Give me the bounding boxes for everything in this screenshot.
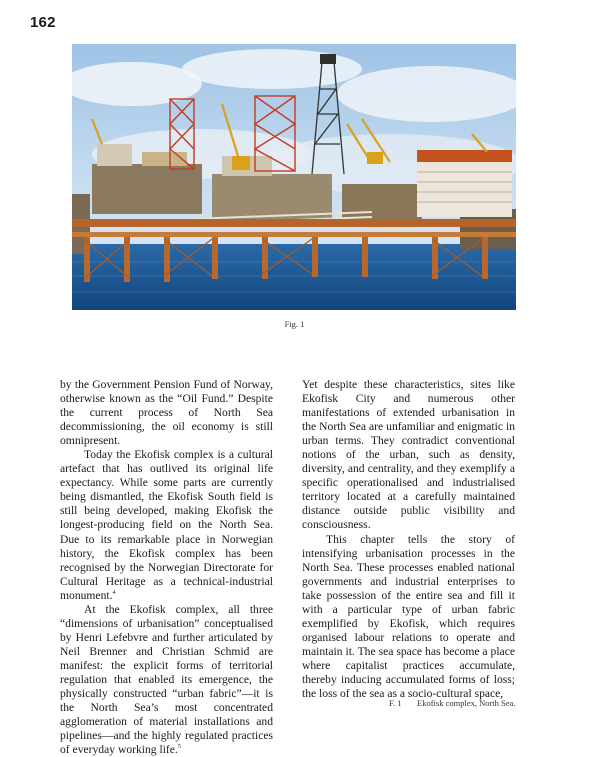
caption-number: F. 1 [389, 698, 402, 708]
footnote-marker: 5 [177, 744, 181, 751]
right-text-column [302, 378, 515, 701]
figure-caption [389, 698, 515, 708]
ekofisk-platform-photo [72, 44, 516, 310]
paragraph: Yet despite these characteristics, sites like Ekofisk City and numerous other manifestations of extended urbanisation in the North Sea are unfamiliar and enigmatic in urban terms. They contradict conventional notions of the urban, such as density, diversity, and centrality, and they exemplify a specific operationalised and industrialised territory located at a carefully maintained distance outside public visibility and consciousness. [302, 378, 515, 532]
page-number: 162 [30, 14, 56, 31]
paragraph: by the Government Pension Fund of Norway, otherwise known as the “Oil Fund.” Despite the current process of North Sea decommissioning, the oil economy is still omnipresent. [60, 378, 273, 448]
paragraph: At the Ekofisk complex, all three “dimensions of urbanisation” conceptualised by Henri Lefebvre and further articulated by Neil Brenner and Christian Schmid are manifest: the explicit forms of territorial regulation that enabled its emergence, the physically constructed “urban fabric”—it is the North Sea’s most concentrated agglomeration of material installations and pipelines—and the highly regulated practices of everyday working life.$^5$ [60, 602, 273, 757]
caption-text: Ekofisk complex, North Sea. [417, 698, 516, 708]
paragraph: This chapter tells the story of intensifying urbanisation processes in the North Sea. These processes enabled national governments and industrial enterprises to take possession of the entire sea and fill it with a particular type of urban fabric exemplified by Ekofisk, which requires organised labour relations to operate and maintain it. The sea space has become a place where capitalist practices accumulate, thereby inducing accumulated forms of loss; the loss of the sea as a socio-cultural space, [302, 532, 515, 701]
left-text-column [60, 378, 273, 757]
figure-label: Fig. 1 [284, 319, 305, 329]
footnote-marker: 4 [112, 589, 116, 596]
paragraph: Today the Ekofisk complex is a cultural artefact that has outlived its original life expectancy. While some parts are currently being dismantled, the Ekofisk South field is still being developed, making Ekofisk the longest-producing field on the North Sea. Due to its remarkable place in Norwegian history, the Ekofisk complex has been recognised by the Norwegian Directorate for Cultural Heritage as a technical-industrial monument.$^4$ [60, 448, 273, 602]
